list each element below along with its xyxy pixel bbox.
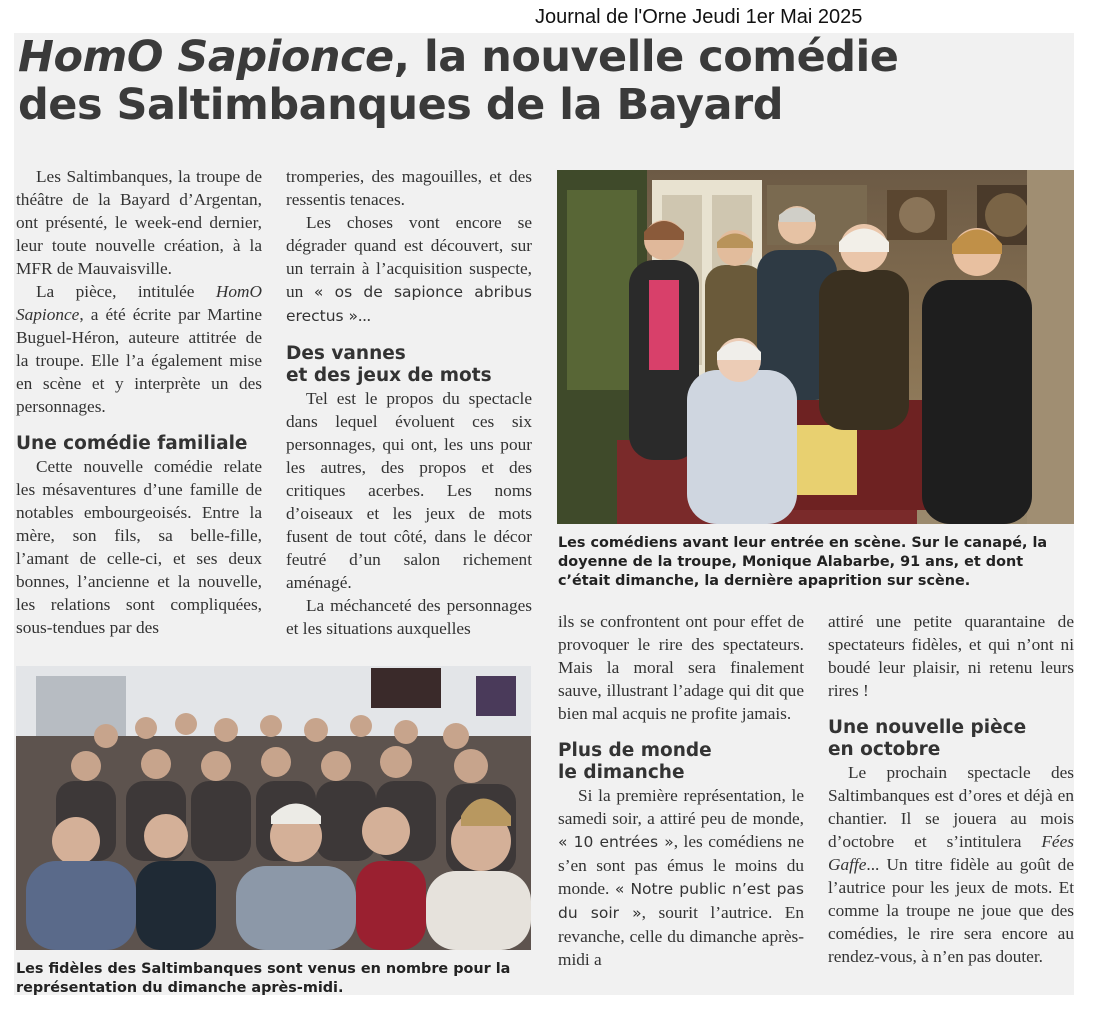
paragraph: Les choses vont encore se dégrader quand est découvert, sur un terrain à l’acquisition suspecte, un « os de sapionce abribus erectus »... — [286, 213, 532, 325]
article-column-4 — [828, 610, 1074, 968]
paragraph: La méchanceté des personnages et les situations auxquelles — [286, 596, 532, 638]
photo-actors — [557, 170, 1074, 524]
paragraph: Tel est le propos du spectacle dans lequel évoluent ces six personnages, qui ont, les uns pour les autres, des propos et des critiques acerbes. Les noms d’oiseaux et les jeux de mots fusent de tout côté, dans le décor feutré d’un salon richement aménagé. — [286, 389, 532, 592]
article-column-1 — [16, 165, 262, 639]
subheading-nouvelle-piece: Une nouvelle pièce en octobre — [828, 717, 1027, 760]
subheading-plus-de-monde: Plus de monde le dimanche — [558, 740, 712, 783]
article-column-3 — [558, 610, 804, 971]
headline — [18, 33, 1068, 129]
headline-line1-rest: , la nouvelle comédie — [393, 32, 899, 82]
paragraph: ils se confrontent ont pour effet de provoquer le rire des spectateurs. Mais la moral sera finalement sauve, illustrant l’adage qui dit que bien mal acquis ne profite jamais. — [558, 612, 804, 723]
caption-actors: Les comédiens avant leur entrée en scène. Sur le canapé, la doyenne de la troupe, Monique Alabarbe, 91 ans, et dont c’était dimanche, la dernière apaprition sur scène. — [558, 535, 1048, 589]
source-line: Journal de l'Orne Jeudi 1er Mai 2025 — [535, 6, 863, 28]
headline-line2: des Saltimbanques de la Bayard — [18, 80, 784, 130]
photo-audience — [16, 666, 531, 950]
paragraph: Le prochain spectacle des Saltimbanques est d’ores et déjà en chantier. Il se jouera au mois d’octobre et s’intitulera Fées Gaffe... Un titre fidèle au goût de l’autrice pour les jeux de mots. Et comme la troupe ne joue que des comédies, le rire sera encore au rendez-vous, à n’en pas douter. — [828, 763, 1074, 966]
paragraph: La pièce, intitulée HomO Sapionce, a été écrite par Martine Buguel-Héron, auteure attitrée de la troupe. Elle l’a également mise en scène et y interprète un des personnages. — [16, 282, 262, 416]
paragraph: Si la première représentation, le samedi soir, a attiré peu de monde, « 10 entrées », les comédiens ne s’en sont pas émus le moins du monde. « Notre public n’est pas du soir », sourit l’autrice. En revanche, celle du dimanche après-midi a — [558, 786, 804, 969]
paragraph: Les Saltimbanques, la troupe de théâtre de la Bayard d’Argentan, ont présenté, le week-end dernier, leur toute nouvelle création, à la MFR de Mauvaisville. — [16, 167, 262, 278]
article-column-2 — [286, 165, 532, 640]
photo-audience-illustration — [16, 666, 531, 950]
paragraph: Cette nouvelle comédie relate les mésaventures d’une famille de notables embourgeoisés. Entre la mère, son fils, sa belle-fille, l’amant de celle-ci, et ses deux bonnes, l’ancienne et la nouvelle, les relations sont compliquées, sous-tendues par des — [16, 457, 262, 637]
paragraph: tromperies, des magouilles, et des ressentis tenaces. — [286, 167, 532, 209]
headline-title-italic: HomO Sapionce — [18, 32, 394, 82]
subheading-vannes: Des vannes et des jeux de mots — [286, 343, 492, 386]
paragraph: attiré une petite quarantaine de spectateurs fidèles, et qui n’ont ni boudé leur plaisir, ni retenu leurs rires ! — [828, 612, 1074, 700]
subheading-comedie-familiale: Une comédie familiale — [16, 433, 248, 454]
caption-audience: Les fidèles des Saltimbanques sont venus en nombre pour la représentation du dimanche après-midi. — [16, 961, 511, 996]
photo-actors-illustration — [557, 170, 1074, 524]
